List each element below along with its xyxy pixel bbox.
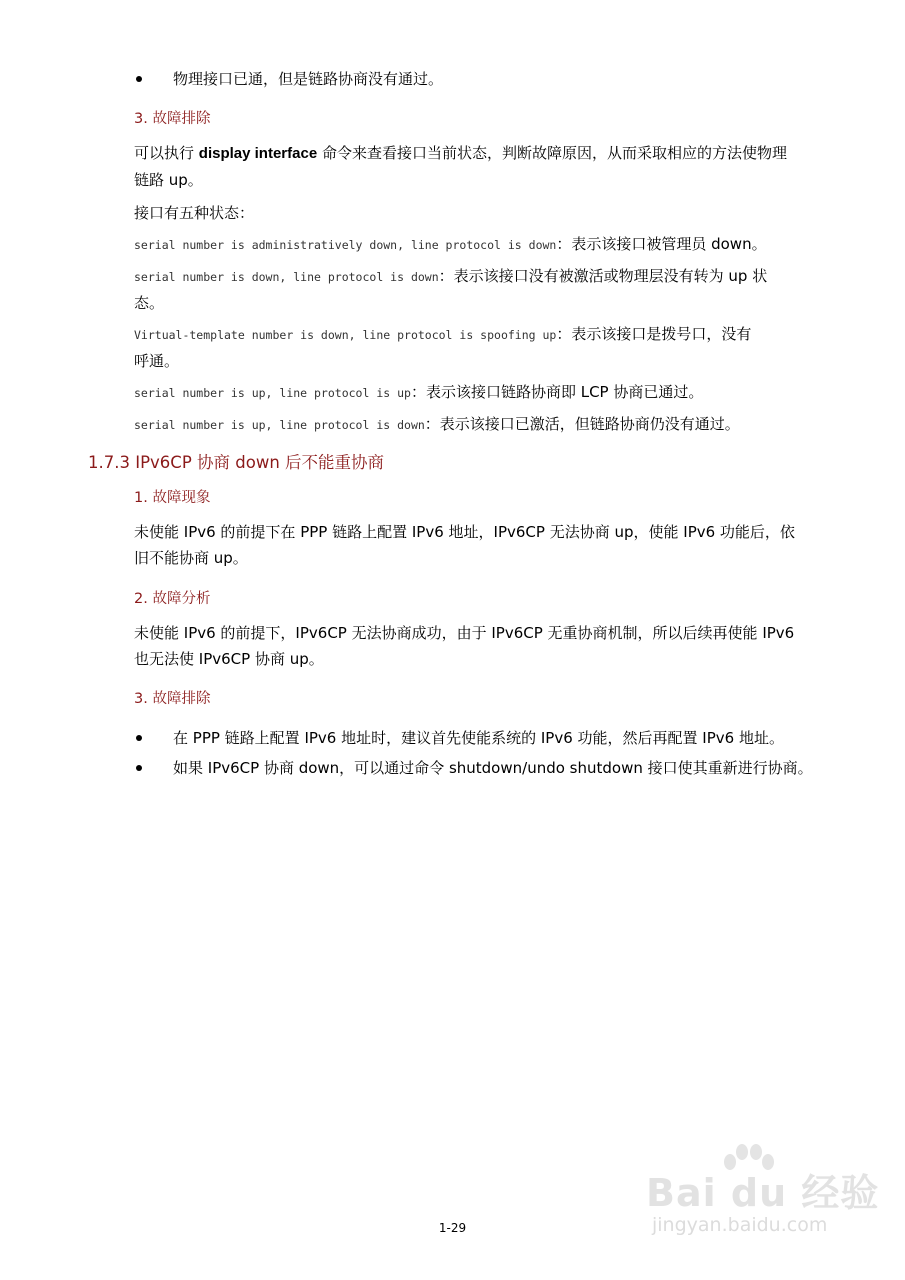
subheading-symptom: 1. 故障现象 <box>134 490 211 506</box>
paragraph-line: 未使能 IPv6 的前提下在 PPP 链路上配置 IPv6 地址，IPv6CP 无法协商 up，使能 IPv6 功能后，依 <box>134 523 795 541</box>
list-item-text: 如果 IPv6CP 协商 down，可以通过命令 shutdown/undo shutdown 接口使其重新进行协商。 <box>173 759 813 777</box>
subheading-troubleshoot: 3. 故障排除 <box>134 691 211 707</box>
list-item-text: 物理接口已通，但是链路协商没有通过。 <box>173 70 444 88</box>
bullet-icon <box>136 735 142 741</box>
state-code: Virtual-template number is down, line protocol is spoofing up <box>134 328 557 342</box>
list-item <box>0 68 905 90</box>
page-number: 1-29 <box>438 1221 467 1235</box>
state-item <box>134 411 820 438</box>
bullet-icon <box>136 765 142 771</box>
state-description: ：表示该接口没有被激活或物理层没有转为 up 状 <box>438 267 768 285</box>
states-intro: 接口有五种状态： <box>134 204 255 222</box>
text-run: 命令来查看接口当前状态，判断故障原因，从而采取相应的方法使物理 <box>317 144 787 162</box>
paragraph-line <box>134 321 820 348</box>
section-title: 1.7.3 IPv6CP 协商 down 后不能重协商 <box>88 453 385 472</box>
watermark-logo-text: Bai du 经验 <box>646 1171 880 1215</box>
paragraph-line: 也无法使 IPv6CP 协商 up。 <box>134 650 324 668</box>
state-item <box>134 321 820 374</box>
state-code: serial number is up, line protocol is down <box>134 418 425 432</box>
state-code: serial number is up, line protocol is up <box>134 386 411 400</box>
paragraph-line: 旧不能协商 up。 <box>134 549 248 567</box>
state-item <box>134 231 820 258</box>
paragraph-display-interface <box>134 140 820 193</box>
state-code: serial number is administratively down, line protocol is down <box>134 238 557 252</box>
state-description: ：表示该接口已激活，但链路协商仍没有通过。 <box>424 415 740 433</box>
state-description: ：表示该接口链路协商即 LCP 协商已通过。 <box>410 383 704 401</box>
state-description: ：表示该接口是拨号口，没有 <box>556 325 752 343</box>
list-item-text: 在 PPP 链路上配置 IPv6 地址时，建议首先使能系统的 IPv6 功能，然后再配置 IPv6 地址。 <box>173 729 784 747</box>
paragraph-line: 态。 <box>134 294 165 312</box>
paragraph-analysis <box>134 620 820 672</box>
state-item <box>134 263 820 316</box>
state-description: ：表示该接口被管理员 down。 <box>556 235 767 253</box>
command-text: display interface <box>198 145 318 162</box>
paragraph-line: 链路 up。 <box>134 171 203 189</box>
bullet-icon <box>136 76 142 82</box>
paragraph-line <box>134 263 820 290</box>
paragraph-line <box>134 140 820 167</box>
text-run: 可以执行 <box>134 144 199 162</box>
state-item <box>134 379 820 406</box>
baidu-watermark <box>642 1140 880 1240</box>
watermark-url: jingyan.baidu.com <box>652 1214 828 1236</box>
paragraph-symptom <box>134 519 820 571</box>
subheading-analysis: 2. 故障分析 <box>134 591 211 607</box>
paragraph-line: 未使能 IPv6 的前提下，IPv6CP 无法协商成功，由于 IPv6CP 无重协商机制，所以后续再使能 IPv6 <box>134 624 795 642</box>
paragraph-line: 呼通。 <box>134 352 180 370</box>
subheading-troubleshoot: 3. 故障排除 <box>134 111 211 127</box>
list-item <box>0 727 905 749</box>
list-item <box>0 757 905 779</box>
state-code: serial number is down, line protocol is down <box>134 270 439 284</box>
